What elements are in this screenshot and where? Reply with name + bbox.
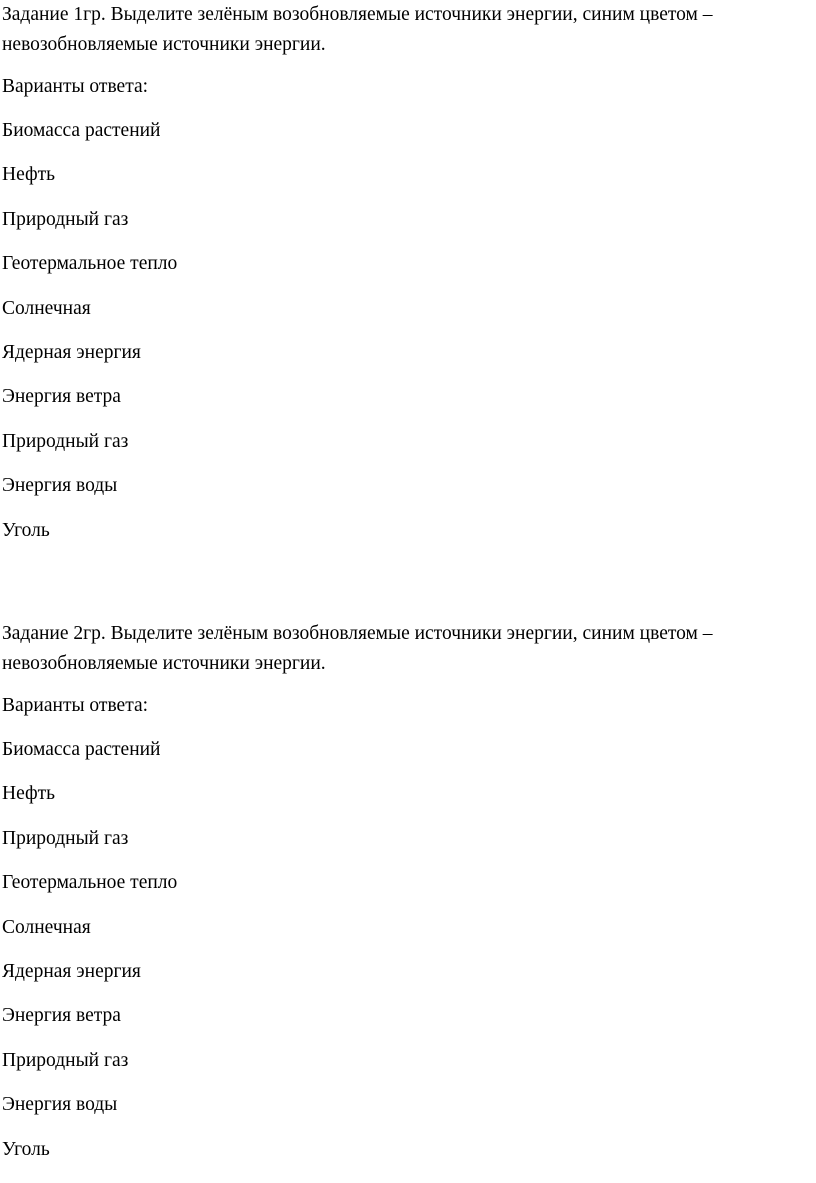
option-item[interactable]: Нефть bbox=[2, 164, 56, 186]
option-item[interactable]: Солнечная bbox=[2, 297, 91, 319]
option-item[interactable]: Уголь bbox=[2, 519, 50, 541]
option-item[interactable]: Природный газ bbox=[2, 430, 129, 452]
option-item[interactable]: Ядерная энергия bbox=[2, 341, 141, 363]
option-item[interactable]: Энергия ветра bbox=[2, 1005, 121, 1027]
task-2-answers-label: Варианты ответа: bbox=[2, 695, 149, 716]
option-item[interactable]: Природный газ bbox=[2, 208, 129, 230]
option-item[interactable]: Ядерная энергия bbox=[2, 960, 141, 982]
option-item[interactable]: Биомасса растений bbox=[2, 120, 161, 141]
option-item[interactable]: Солнечная bbox=[2, 916, 91, 938]
task-2-section bbox=[0, 619, 812, 1160]
task-2-instruction: Задание 2гр. Выделите зелёным возобновляемые источники энергии, синим цветом – невозобновляемые источники энергии. bbox=[2, 623, 713, 674]
task-1-instruction: Задание 1гр. Выделите зелёным возобновляемые источники энергии, синим цветом – невозобновляемые источники энергии. bbox=[2, 4, 713, 55]
option-item[interactable]: Нефть bbox=[2, 783, 56, 805]
option-item[interactable]: Геотермальное тепло bbox=[2, 253, 178, 275]
option-item[interactable]: Природный газ bbox=[2, 1049, 129, 1071]
task-1-option-list bbox=[0, 116, 177, 560]
option-item[interactable]: Энергия воды bbox=[2, 1094, 118, 1116]
task-1-answers-label: Варианты ответа: bbox=[2, 76, 149, 97]
option-item[interactable]: Уголь bbox=[2, 1138, 50, 1160]
option-item[interactable]: Энергия ветра bbox=[2, 386, 121, 408]
option-item[interactable]: Природный газ bbox=[2, 827, 129, 849]
option-item[interactable]: Геотермальное тепло bbox=[2, 872, 178, 894]
option-item[interactable]: Биомасса растений bbox=[2, 739, 161, 760]
option-item[interactable]: Энергия воды bbox=[2, 475, 118, 497]
task-2-option-list bbox=[0, 735, 177, 1179]
task-1-section bbox=[0, 0, 812, 541]
